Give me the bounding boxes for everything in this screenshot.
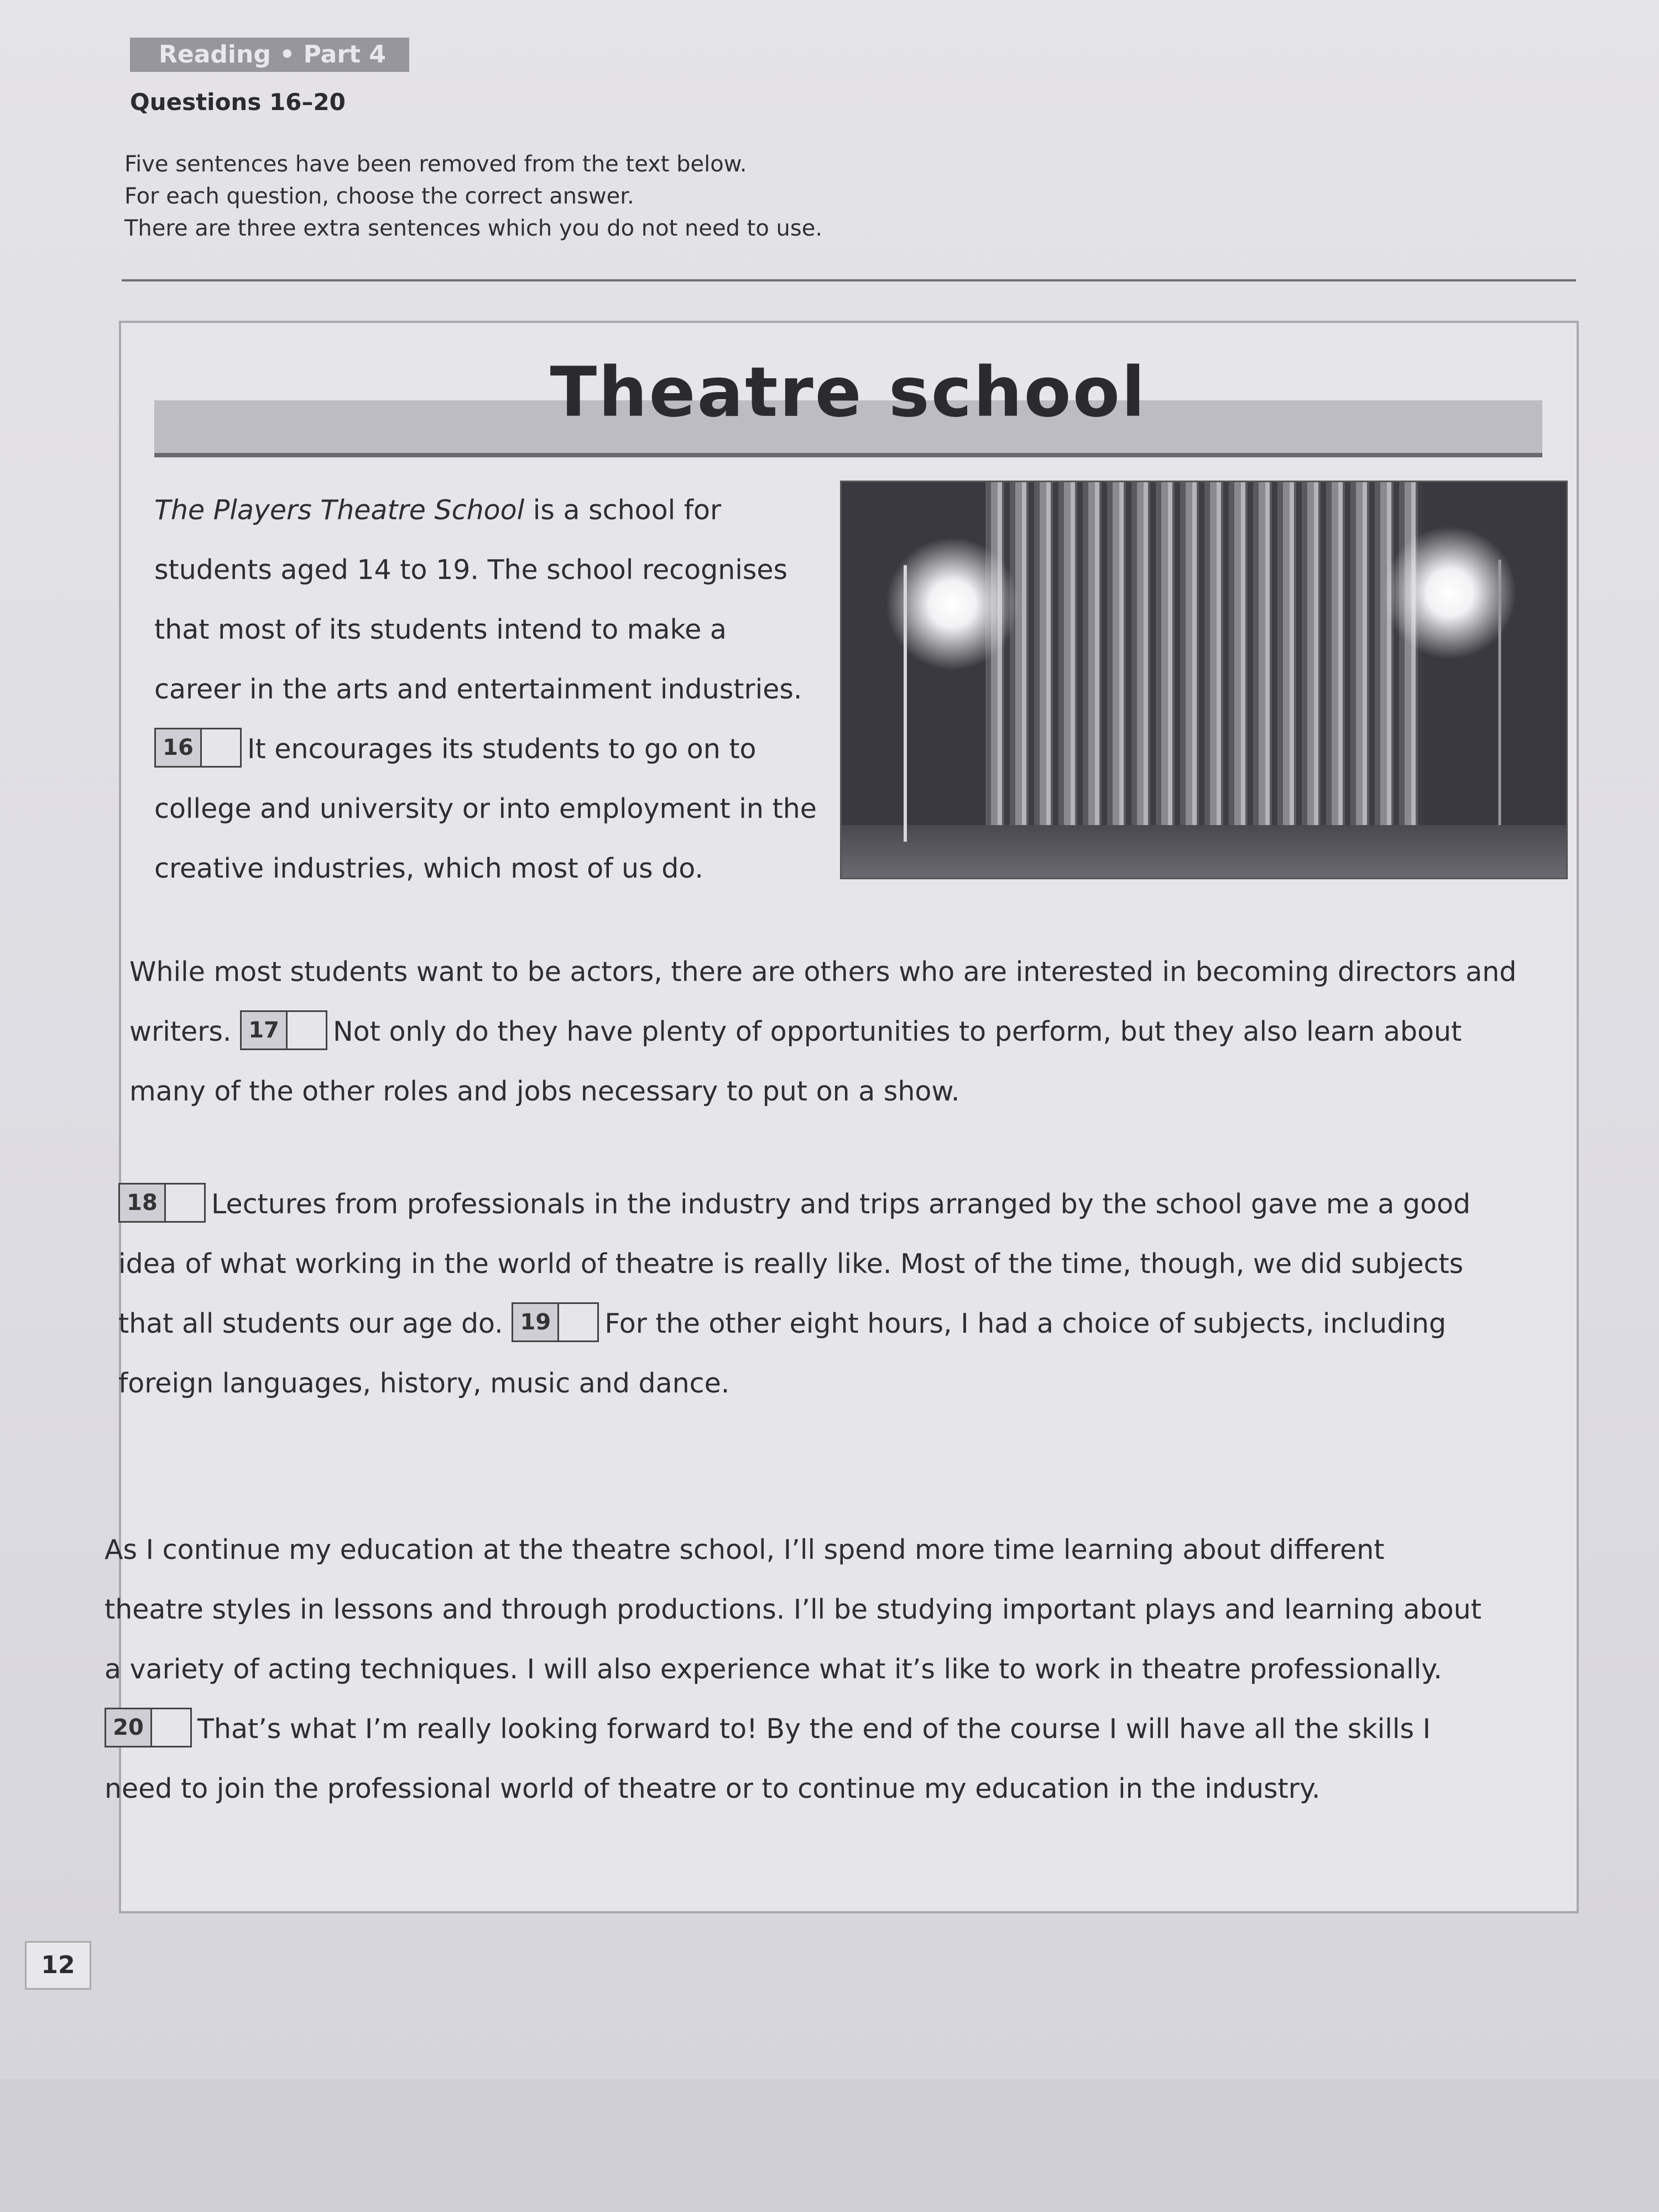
text-line: college and university or into employment in the bbox=[154, 793, 817, 825]
title-bar bbox=[154, 353, 1542, 457]
text-line: many of the other roles and jobs necessary to put on a show. bbox=[129, 1076, 960, 1107]
instruction-line: Five sentences have been removed from the text below. bbox=[124, 152, 747, 177]
answer-gap-20[interactable] bbox=[105, 1708, 192, 1747]
text-fragment: That’s what I’m really looking forward to! By the end of the course I will have all the skills I bbox=[197, 1713, 1431, 1745]
paragraph-1 bbox=[154, 481, 818, 899]
article-box bbox=[105, 321, 1579, 1913]
paragraph-2 bbox=[129, 942, 1567, 1121]
text-line: students aged 14 to 19. The school recognises bbox=[154, 554, 788, 586]
page-bottom-edge bbox=[0, 2079, 1659, 2212]
school-name: The Players Theatre School bbox=[154, 494, 525, 526]
divider bbox=[122, 279, 1576, 281]
section-tag: Reading • Part 4 bbox=[130, 38, 409, 72]
text-fragment: Not only do they have plenty of opportunities to perform, but they also learn about bbox=[333, 1016, 1462, 1047]
text-line: need to join the professional world of theatre or to continue my education in the industry. bbox=[105, 1773, 1321, 1804]
text-line: theatre styles in lessons and through productions. I’ll be studying important plays and learning about bbox=[105, 1594, 1481, 1625]
instruction-line: For each question, choose the correct answer. bbox=[124, 184, 634, 209]
gap-number: 20 bbox=[106, 1709, 152, 1746]
text-line: As I continue my education at the theatre school, I’ll spend more time learning about different bbox=[105, 1534, 1385, 1566]
text-line: idea of what working in the world of theatre is really like. Most of the time, though, we did subjects bbox=[118, 1248, 1464, 1280]
answer-gap-16[interactable] bbox=[154, 728, 242, 768]
text-fragment: writers. bbox=[129, 1016, 232, 1047]
text-line: creative industries, which most of us do. bbox=[154, 853, 703, 884]
instructions bbox=[124, 148, 1452, 244]
gap-number: 17 bbox=[242, 1012, 288, 1048]
text-line: It encourages its students to go on to bbox=[247, 733, 757, 765]
questions-title: Questions 16–20 bbox=[130, 88, 346, 116]
instruction-line: There are three extra sentences which you do not need to use. bbox=[124, 216, 823, 241]
text-line: While most students want to be actors, there are others who are interested in becoming directors and bbox=[129, 956, 1517, 988]
text-line: a variety of acting techniques. I will also experience what it’s like to work in theatre professionally. bbox=[105, 1653, 1442, 1685]
stage-image bbox=[840, 481, 1568, 879]
gap-number: 16 bbox=[156, 729, 202, 766]
gap-number: 19 bbox=[513, 1304, 559, 1340]
answer-gap-17[interactable] bbox=[240, 1010, 327, 1050]
paragraph-4 bbox=[105, 1520, 1564, 1819]
gap-number: 18 bbox=[120, 1185, 166, 1221]
paragraph-3 bbox=[118, 1175, 1567, 1413]
text-line: career in the arts and entertainment industries. bbox=[154, 674, 802, 705]
text-fragment: that all students our age do. bbox=[118, 1308, 503, 1339]
text-fragment: Lectures from professionals in the industry and trips arranged by the school gave me a good bbox=[211, 1188, 1471, 1220]
text-fragment: For the other eight hours, I had a choice of subjects, including bbox=[604, 1308, 1447, 1339]
article-title: Theatre school bbox=[550, 353, 1147, 432]
text-line: foreign languages, history, music and dance. bbox=[118, 1368, 730, 1399]
answer-gap-19[interactable] bbox=[512, 1302, 599, 1342]
page-number: 12 bbox=[25, 1941, 91, 1990]
text-line: that most of its students intend to make a bbox=[154, 614, 727, 645]
answer-gap-18[interactable] bbox=[118, 1183, 206, 1223]
text-line: is a school for bbox=[524, 494, 722, 526]
